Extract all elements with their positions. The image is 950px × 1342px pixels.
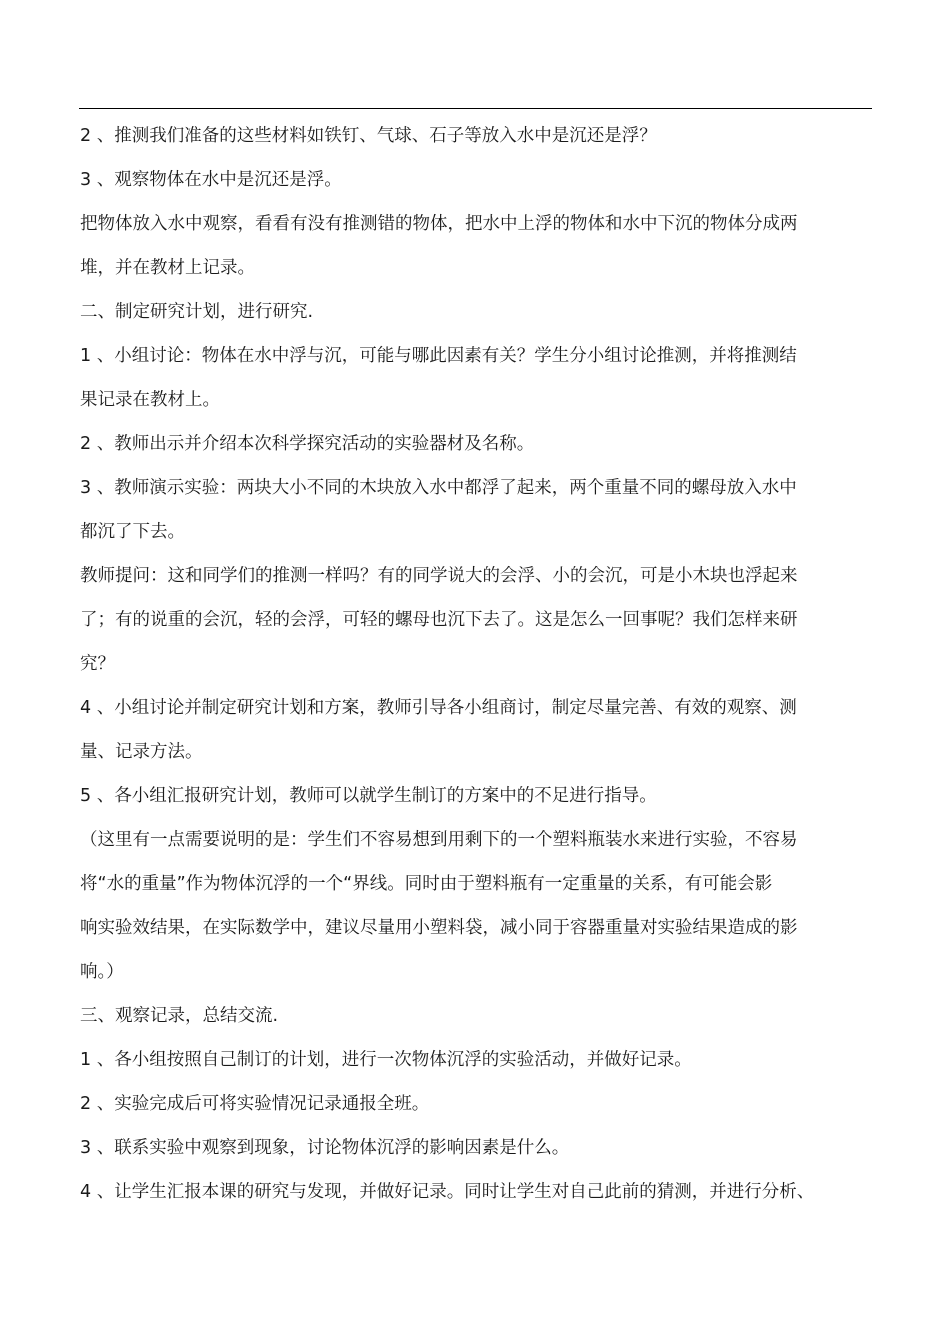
text-line-20: 响。） [80,962,124,982]
text-line-8: 2 、教师出示并介绍本次科学探究活动的实验器材及名称。 [80,434,535,454]
section-heading-3: 三、观察记录，总结交流. [80,1006,279,1026]
header-rule [79,108,872,109]
text-line-19: 响实验效结果，在实际数学中，建议尽量用小塑料袋，减小同于容器重量对实验结果造成的影 [80,918,798,938]
text-line-9: 3 、教师演示实验：两块大小不同的木块放入水中都浮了起来，两个重量不同的螺母放入水中 [80,478,797,498]
text-line-16: 5 、各小组汇报研究计划，教师可以就学生制订的方案中的不足进行指导。 [80,786,657,806]
text-line-10: 都沉了下去。 [80,522,185,542]
text-line-7: 果记录在教材上。 [80,390,220,410]
text-line-15: 量、记录方法。 [80,742,203,762]
text-line-3: 把物体放入水中观察，看看有没有推测错的物体，把水中上浮的物体和水中下沉的物体分成两 [80,214,798,234]
text-line-6: 1 、小组讨论：物体在水中浮与沉，可能与哪此因素有关？学生分小组讨论推测，并将推测结 [80,346,797,366]
text-line-11: 教师提问：这和同学们的推测一样吗？有的同学说大的会浮、小的会沉，可是小木块也浮起来 [80,566,798,586]
text-line-4: 堆，并在教材上记录。 [80,258,255,278]
text-line-2: 3 、观察物体在水中是沉还是浮。 [80,170,342,190]
text-line-13: 究？ [80,654,115,674]
text-line-18: 将“水的重量”作为物体沉浮的一个“界线。同时由于塑料瓶有一定重量的关系，有可能会影 [80,874,773,894]
text-line-25: 4 、让学生汇报本课的研究与发现，并做好记录。同时让学生对自己此前的猜测，并进行分析、 [80,1182,815,1202]
section-heading-2: 二、制定研究计划，进行研究. [80,302,314,322]
text-line-22: 1 、各小组按照自己制订的计划，进行一次物体沉浮的实验活动，并做好记录。 [80,1050,692,1070]
text-line-14: 4 、小组讨论并制定研究计划和方案，教师引导各小组商讨，制定尽量完善、有效的观察、测 [80,698,797,718]
text-line-1: 2 、推测我们准备的这些材料如铁钉、气球、石子等放入水中是沉还是浮？ [80,126,657,146]
text-line-23: 2 、实验完成后可将实验情况记录通报全班。 [80,1094,430,1114]
text-line-12: 了；有的说重的会沉，轻的会浮，可轻的螺母也沉下去了。这是怎么一回事呢？我们怎样来研 [80,610,798,630]
text-line-24: 3 、联系实验中观察到现象，讨论物体沉浮的影响因素是什么。 [80,1138,570,1158]
text-line-17: （这里有一点需要说明的是：学生们不容易想到用剩下的一个塑料瓶装水来进行实验，不容易 [80,830,798,850]
